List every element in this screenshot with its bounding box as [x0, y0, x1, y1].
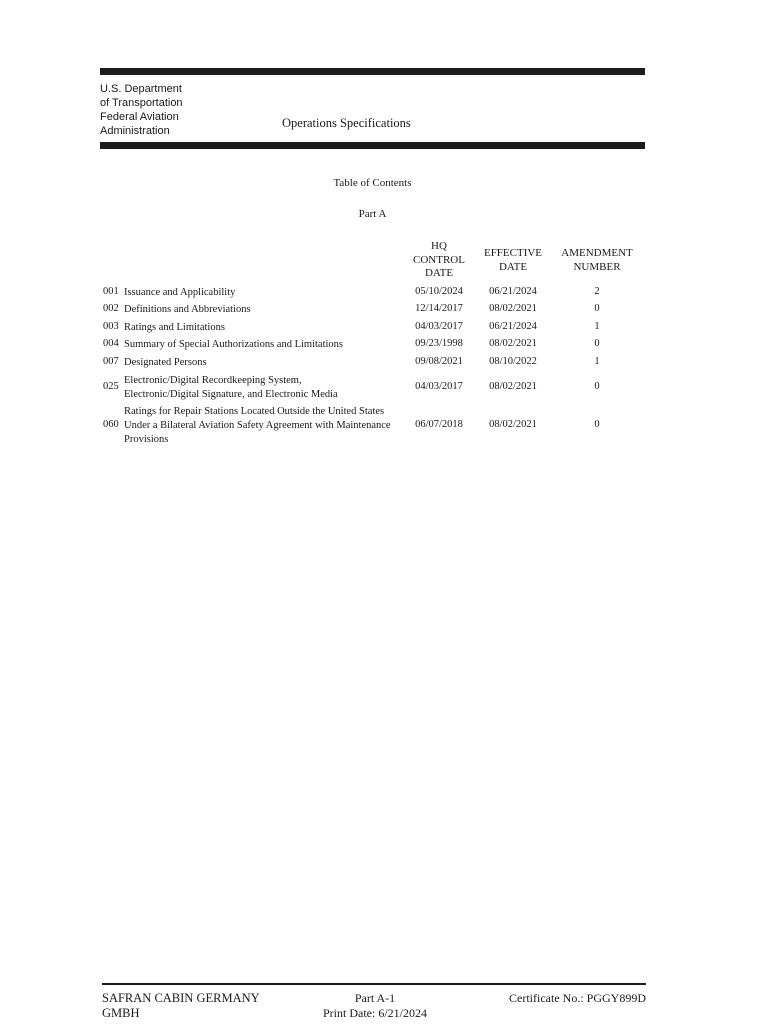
toc-row-title: Designated Persons — [124, 357, 207, 368]
toc-row-number: 007 — [103, 356, 119, 367]
toc-row-title: Summary of Special Authorizations and Limitations — [124, 339, 344, 350]
toc-row-effective-date: 08/02/2021 — [489, 381, 537, 392]
toc-row-effective-date: 08/02/2021 — [489, 338, 537, 349]
column-header-amendment-number — [555, 247, 639, 274]
toc-row-effective-date: 06/21/2024 — [489, 321, 537, 332]
agency-line: Administration — [100, 125, 170, 137]
company-name — [102, 991, 260, 1021]
toc-row-number: 001 — [103, 286, 119, 297]
toc-row-hq-date: 04/03/2017 — [415, 321, 463, 332]
column-header-hq-control-date — [408, 240, 470, 281]
toc-row-number: 003 — [103, 321, 119, 332]
toc-row-effective-date: 06/21/2024 — [489, 286, 537, 297]
toc-row-effective-date: 08/02/2021 — [489, 303, 537, 314]
toc-row-number: 060 — [103, 419, 119, 430]
toc-row-amendment: 1 — [594, 321, 600, 332]
header-bottom-rule — [100, 142, 645, 149]
toc-row-hq-date: 09/08/2021 — [415, 356, 463, 367]
toc-row-amendment: 2 — [594, 286, 600, 297]
toc-row-hq-date: 05/10/2024 — [415, 286, 463, 297]
toc-row-hq-date: 12/14/2017 — [415, 303, 463, 314]
toc-row-title: Electronic/Digital Recordkeeping System, Electronic/Digital Signature, and Electronic Media — [124, 375, 338, 400]
agency-line: of Transportation — [100, 97, 183, 109]
toc-row-title: Ratings for Repair Stations Located Outside the United States Under a Bilateral Aviation Safety Agreement with Maintenance Provisions — [124, 406, 391, 445]
toc-row-number: 025 — [103, 381, 119, 392]
toc-row-effective-date: 08/10/2022 — [489, 356, 537, 367]
company-name-line: SAFRAN CABIN GERMANY — [102, 991, 260, 1005]
agency-line: Federal Aviation — [100, 111, 179, 123]
footer-rule — [102, 983, 646, 985]
agency-line: U.S. Department — [100, 83, 182, 95]
column-header-line: AMENDMENT — [561, 247, 633, 259]
toc-row-title: Definitions and Abbreviations — [124, 304, 251, 315]
toc-row-hq-date: 06/07/2018 — [415, 419, 463, 430]
toc-row-effective-date: 08/02/2021 — [489, 419, 537, 430]
agency-name — [100, 82, 183, 138]
print-date: Print Date: 6/21/2024 — [323, 1006, 427, 1020]
toc-row-hq-date: 04/03/2017 — [415, 381, 463, 392]
toc-row-number: 004 — [103, 338, 119, 349]
part-title: Part A — [358, 208, 387, 220]
column-header-line: DATE — [424, 267, 454, 279]
document-title: Operations Specifications — [282, 116, 411, 130]
column-header-line: CONTROL — [413, 253, 465, 266]
toc-row-amendment: 0 — [594, 338, 600, 349]
certificate-number: Certificate No.: PGGY899D — [509, 991, 646, 1005]
toc-row-amendment: 0 — [594, 303, 600, 314]
column-header-line: HQ — [431, 240, 447, 252]
page-number: Part A-1 — [354, 991, 396, 1005]
toc-row-hq-date: 09/23/1998 — [415, 338, 463, 349]
toc-row-title: Ratings and Limitations — [124, 322, 225, 333]
header-top-rule — [100, 68, 645, 75]
toc-title: Table of Contents — [333, 177, 412, 189]
toc-row-amendment: 0 — [594, 381, 600, 392]
toc-row-amendment: 1 — [594, 356, 600, 367]
toc-row-amendment: 0 — [594, 419, 600, 430]
column-header-line: DATE — [498, 260, 528, 273]
page-info — [300, 991, 450, 1021]
column-header-line: NUMBER — [573, 260, 621, 273]
toc-row-number: 002 — [103, 303, 119, 314]
company-name-line: GMBH — [102, 1006, 140, 1020]
toc-row-title: Issuance and Applicability — [124, 287, 236, 298]
column-header-line: EFFECTIVE — [483, 247, 543, 259]
column-header-effective-date — [480, 247, 546, 274]
